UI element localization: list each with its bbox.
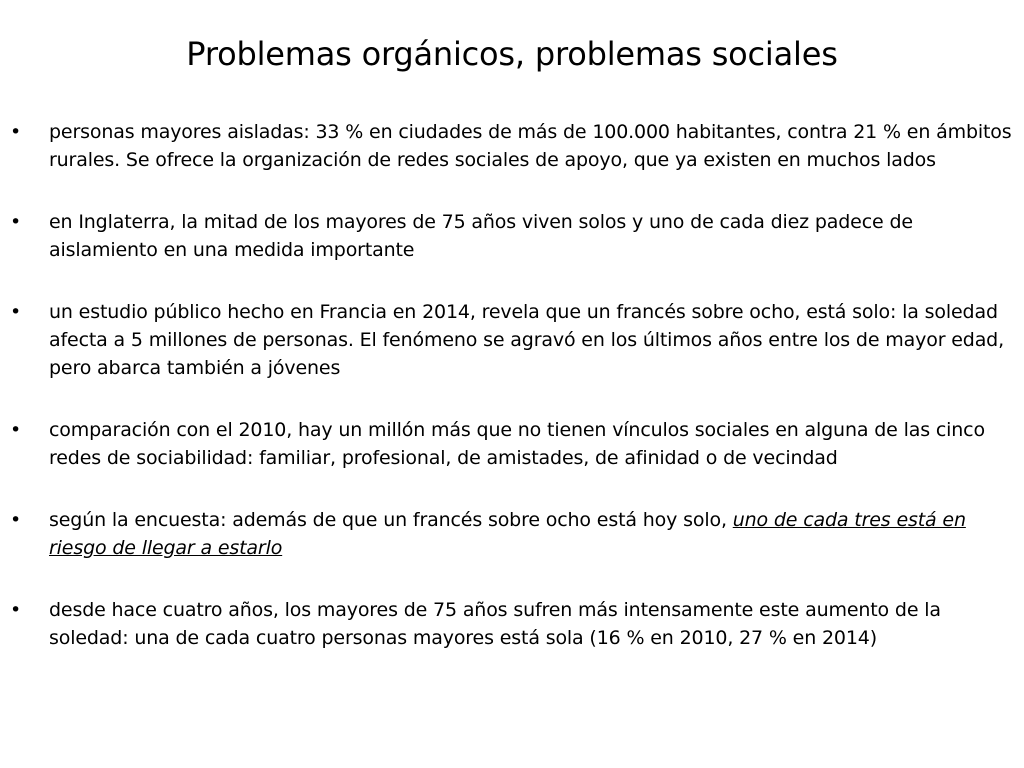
bullet-text: un estudio público hecho en Francia en 2014, revela que un francés sobre ocho, está solo: la soledad afecta a 5 millones de personas. El fenómeno se agravó en los últimos años entre los de mayor edad, pero abarca también a jóvenes [49,301,1004,379]
bullet-item [0,416,1024,472]
bullet-text: comparación con el 2010, hay un millón más que no tienen vínculos sociales en alguna de las cinco redes de sociabilidad: familiar, profesional, de amistades, de afinidad o de vecindad [49,419,985,469]
bullet-text: en Inglaterra, la mitad de los mayores de 75 años viven solos y uno de cada diez padece de aislamiento en una medida importante [49,211,913,261]
bullet-item [0,596,1024,652]
slide-title: Problemas orgánicos, problemas sociales [186,35,838,73]
bullet-text: personas mayores aisladas: 33 % en ciudades de más de 100.000 habitantes, contra 21 % en ámbitos rurales. Se ofrece la organización de redes sociales de apoyo, que ya existen en muchos lados [49,121,1012,171]
bullet-item [0,298,1024,382]
bullet-text: según la encuesta: además de que un francés sobre ocho está hoy solo, [49,509,733,531]
bullet-list [0,118,1024,686]
bullet-emphasis-text: uno de cada tres está en riesgo de llegar a estarlo [49,509,966,559]
bullet-item [0,118,1024,174]
bullet-item [0,506,1024,562]
bullet-item [0,208,1024,264]
bullet-text: desde hace cuatro años, los mayores de 75 años sufren más intensamente este aumento de la soledad: una de cada cuatro personas mayores está sola (16 % en 2010, 27 % en 2014) [49,599,941,649]
